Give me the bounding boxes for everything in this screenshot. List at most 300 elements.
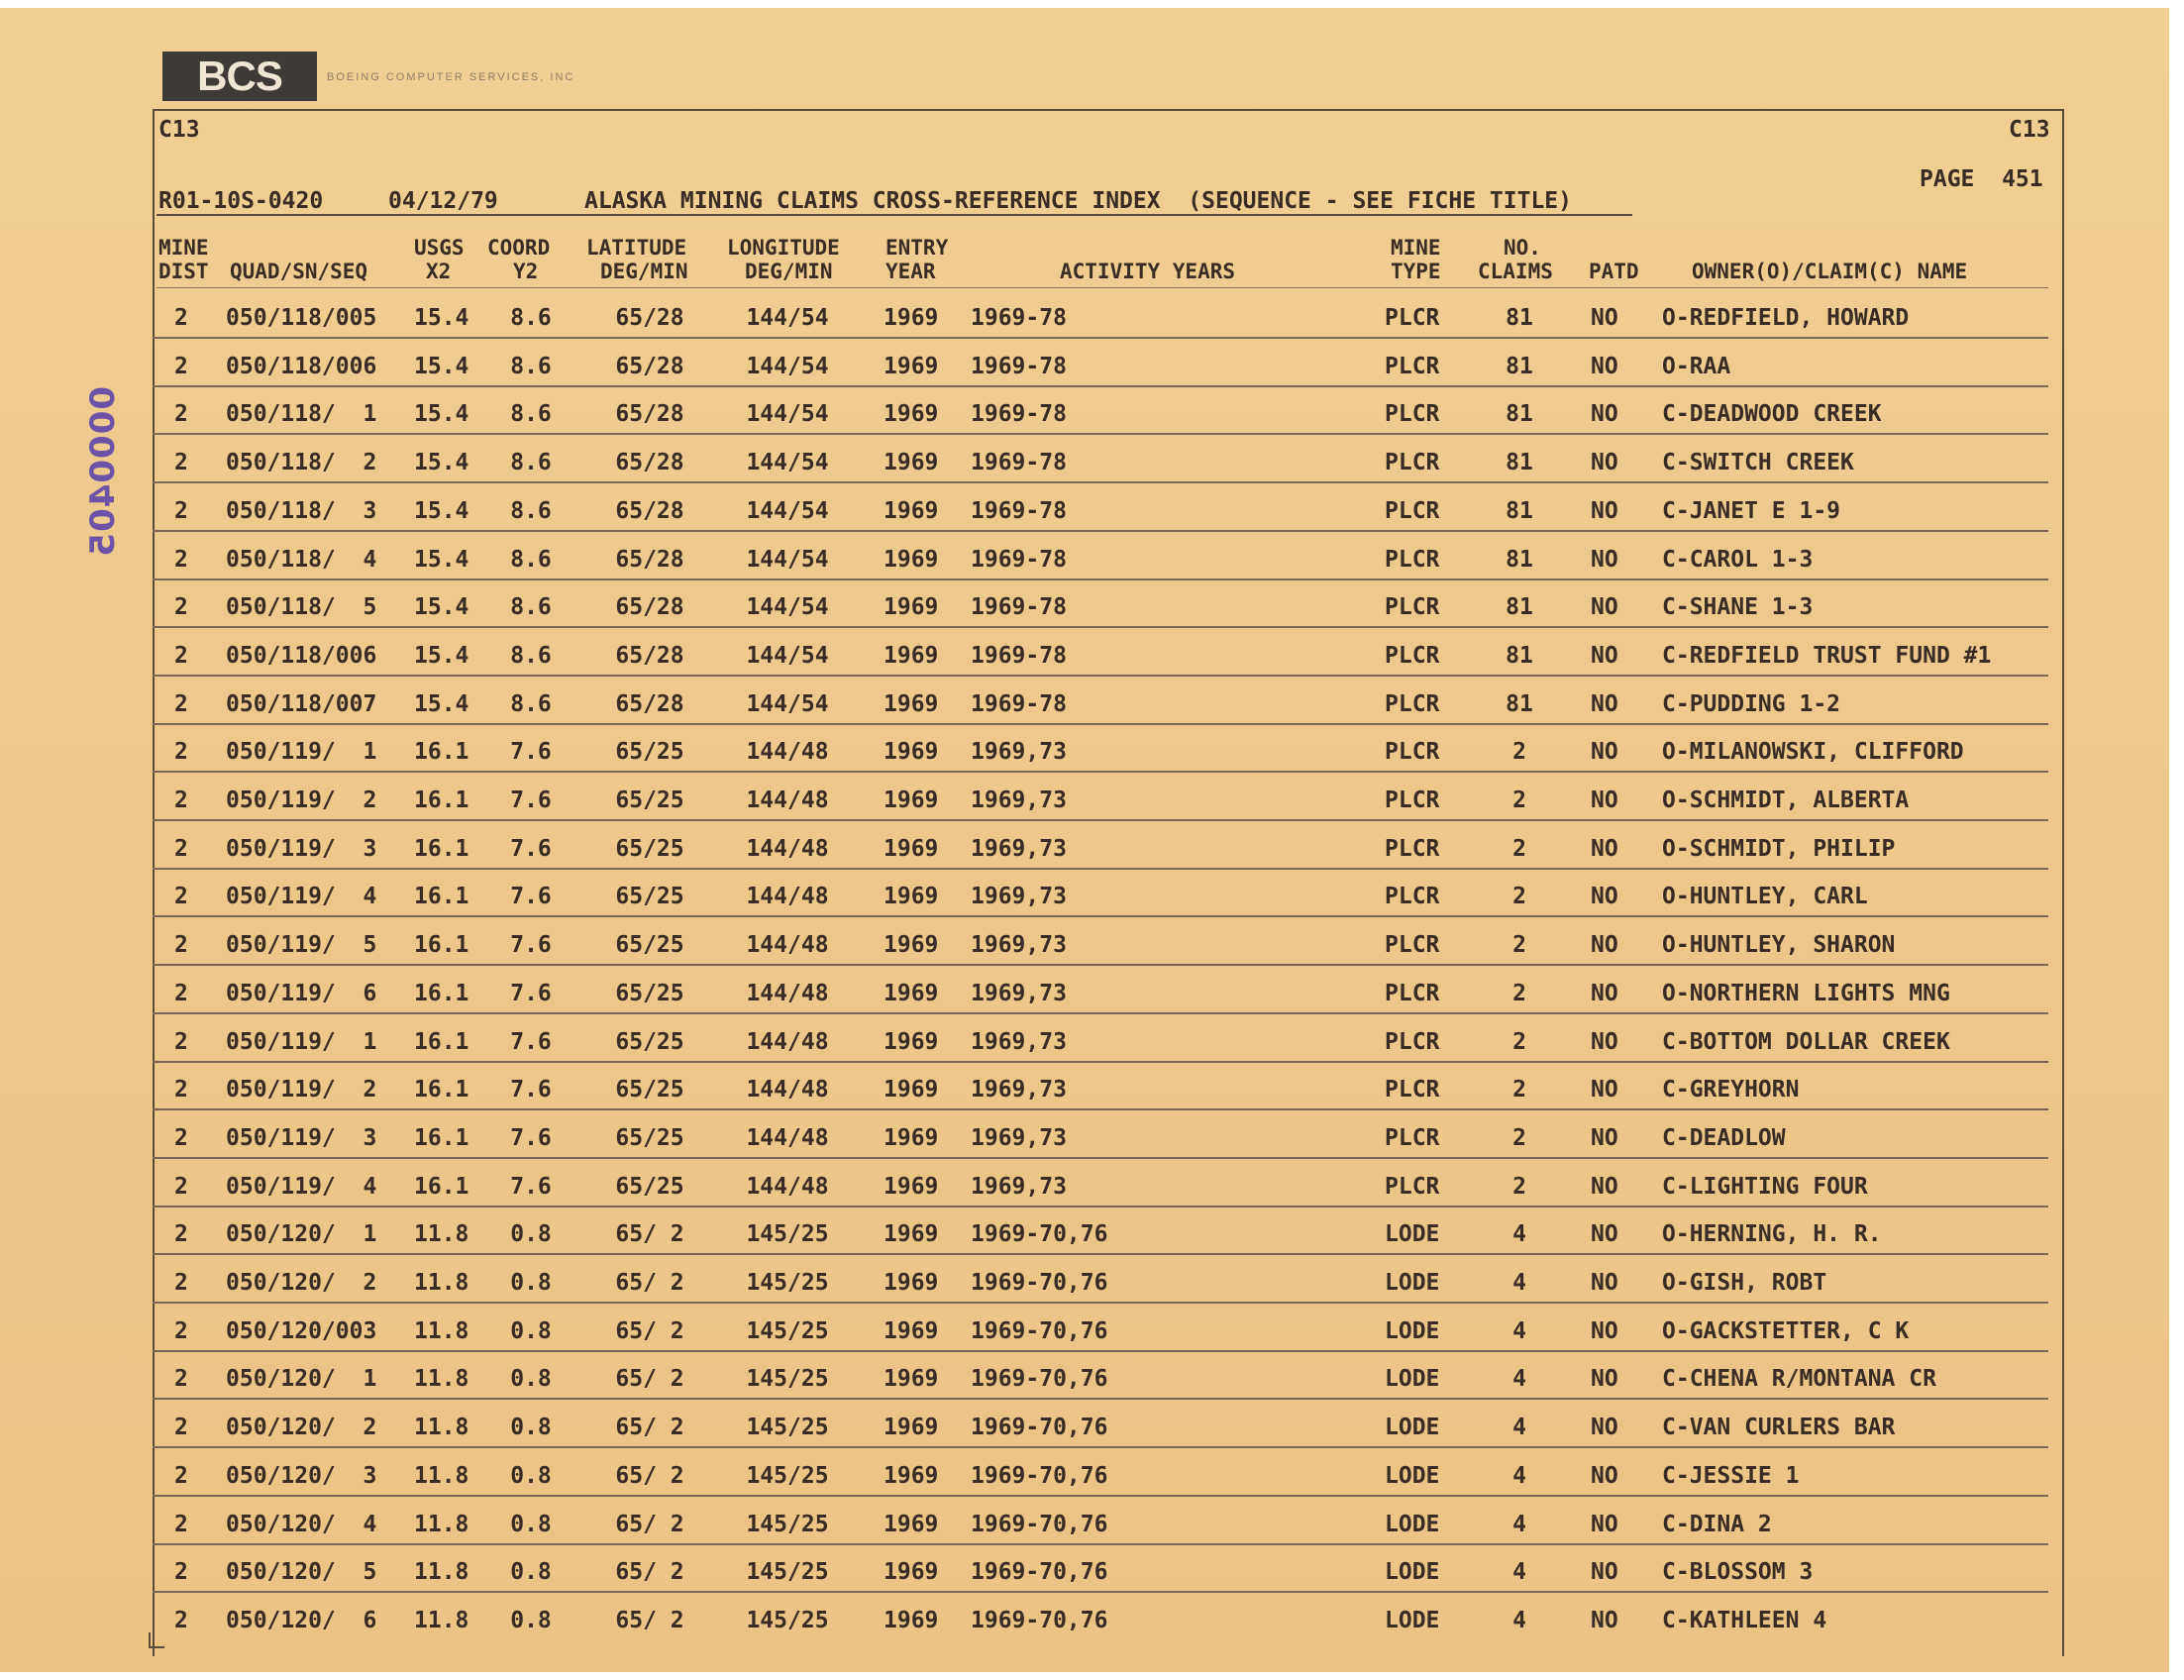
row-latitude: 65/25: [615, 739, 684, 766]
row-coord-y2: 7.6: [510, 932, 552, 959]
row-usgs-x2: 16.1: [414, 1028, 469, 1055]
table-row: [0, 1506, 2184, 1545]
report-date: 04/12/79: [388, 188, 498, 214]
row-activity-years: 1969-78: [971, 642, 1067, 669]
row-entry-year: 1969: [884, 980, 939, 1006]
row-usgs-x2: 15.4: [414, 305, 469, 331]
row-mine-dist: 2: [174, 546, 188, 573]
row-entry-year: 1969: [884, 497, 939, 524]
row-longitude: 144/48: [746, 884, 829, 910]
row-claims: 2: [1512, 932, 1526, 959]
row-mine-type: LODE: [1385, 1317, 1440, 1344]
row-mine-type: LODE: [1385, 1607, 1440, 1633]
row-claims: 81: [1506, 497, 1533, 524]
row-separator: [153, 385, 2048, 387]
header-coord-2: Y2: [513, 260, 539, 283]
row-patd: NO: [1591, 884, 1618, 910]
row-quad: 050/120/ 5: [226, 1559, 377, 1586]
header-mine-type-2: TYPE: [1391, 260, 1441, 283]
row-separator: [153, 1157, 2048, 1159]
row-mine-dist: 2: [174, 594, 188, 621]
row-claims: 81: [1506, 642, 1533, 669]
row-separator: [153, 433, 2048, 435]
row-mine-dist: 2: [174, 980, 188, 1006]
row-entry-year: 1969: [884, 1317, 939, 1344]
row-patd: NO: [1591, 1462, 1618, 1489]
row-coord-y2: 8.6: [510, 642, 552, 669]
row-separator: [153, 915, 2048, 917]
row-owner-claim-name: C-JANET E 1-9: [1662, 497, 1841, 524]
row-mine-dist: 2: [174, 1173, 188, 1200]
row-claims: 2: [1512, 835, 1526, 862]
header-coord-1: COORD: [487, 236, 551, 260]
row-latitude: 65/28: [615, 497, 684, 524]
table-row: [0, 588, 2184, 628]
row-activity-years: 1969,73: [971, 932, 1067, 959]
row-usgs-x2: 16.1: [414, 1077, 469, 1103]
row-entry-year: 1969: [884, 353, 939, 379]
row-patd: NO: [1591, 1317, 1618, 1344]
row-latitude: 65/25: [615, 835, 684, 862]
row-entry-year: 1969: [884, 788, 939, 813]
row-quad: 050/120/ 2: [226, 1270, 377, 1296]
row-usgs-x2: 11.8: [414, 1559, 469, 1586]
table-row: [0, 1023, 2184, 1063]
row-usgs-x2: 15.4: [414, 546, 469, 573]
row-patd: NO: [1591, 835, 1618, 862]
row-activity-years: 1969-70,76: [971, 1366, 1108, 1393]
row-patd: NO: [1591, 1366, 1618, 1393]
row-activity-years: 1969-70,76: [971, 1511, 1108, 1537]
row-longitude: 145/25: [746, 1462, 829, 1489]
row-separator: [153, 1061, 2048, 1063]
row-mine-dist: 2: [174, 690, 188, 717]
frame-code-right: C13: [2009, 117, 2050, 143]
row-claims: 4: [1512, 1559, 1526, 1586]
row-patd: NO: [1591, 1607, 1618, 1633]
row-longitude: 145/25: [746, 1317, 829, 1344]
row-owner-claim-name: C-BOTTOM DOLLAR CREEK: [1662, 1028, 1950, 1055]
row-mine-dist: 2: [174, 788, 188, 813]
row-entry-year: 1969: [884, 546, 939, 573]
table-row: [0, 541, 2184, 580]
row-activity-years: 1969,73: [971, 788, 1067, 813]
row-longitude: 144/48: [746, 1124, 829, 1151]
row-latitude: 65/25: [615, 1077, 684, 1103]
row-mine-dist: 2: [174, 1077, 188, 1103]
row-coord-y2: 7.6: [510, 884, 552, 910]
row-activity-years: 1969-78: [971, 594, 1067, 621]
row-activity-years: 1969,73: [971, 1028, 1067, 1055]
row-entry-year: 1969: [884, 1028, 939, 1055]
row-claims: 2: [1512, 980, 1526, 1006]
table-row: [0, 926, 2184, 966]
row-longitude: 144/54: [746, 401, 829, 428]
row-patd: NO: [1591, 1124, 1618, 1151]
row-mine-type: PLCR: [1385, 1028, 1440, 1055]
header-mine-dist-1: MINE: [158, 236, 209, 260]
row-separator: [153, 1108, 2048, 1110]
report-title: ALASKA MINING CLAIMS CROSS-REFERENCE INDEX (SEQUENCE - SEE FICHE TITLE): [584, 188, 1572, 214]
row-separator: [153, 530, 2048, 532]
row-activity-years: 1969,73: [971, 980, 1067, 1006]
row-claims: 4: [1512, 1462, 1526, 1489]
row-entry-year: 1969: [884, 1366, 939, 1393]
row-claims: 2: [1512, 1124, 1526, 1151]
row-separator: [153, 868, 2048, 870]
row-longitude: 144/54: [746, 450, 829, 476]
row-patd: NO: [1591, 1077, 1618, 1103]
row-quad: 050/119/ 3: [226, 1124, 377, 1151]
row-mine-type: PLCR: [1385, 1124, 1440, 1151]
row-patd: NO: [1591, 1415, 1618, 1441]
row-longitude: 144/48: [746, 1173, 829, 1200]
row-usgs-x2: 11.8: [414, 1462, 469, 1489]
row-mine-type: LODE: [1385, 1221, 1440, 1248]
row-mine-type: PLCR: [1385, 594, 1440, 621]
row-usgs-x2: 11.8: [414, 1221, 469, 1248]
row-latitude: 65/28: [615, 690, 684, 717]
row-usgs-x2: 11.8: [414, 1511, 469, 1537]
row-entry-year: 1969: [884, 835, 939, 862]
table-row: [0, 637, 2184, 677]
row-owner-claim-name: O-HUNTLEY, CARL: [1662, 884, 1868, 910]
row-separator: [153, 578, 2048, 580]
row-patd: NO: [1591, 932, 1618, 959]
row-usgs-x2: 16.1: [414, 835, 469, 862]
row-activity-years: 1969-70,76: [971, 1559, 1108, 1586]
row-coord-y2: 8.6: [510, 690, 552, 717]
row-coord-y2: 0.8: [510, 1415, 552, 1441]
row-longitude: 145/25: [746, 1511, 829, 1537]
row-usgs-x2: 11.8: [414, 1366, 469, 1393]
header-usgs-1: USGS: [414, 236, 465, 260]
row-longitude: 145/25: [746, 1366, 829, 1393]
row-latitude: 65/25: [615, 1124, 684, 1151]
row-mine-type: PLCR: [1385, 401, 1440, 428]
table-row: [0, 1264, 2184, 1304]
row-owner-claim-name: C-PUDDING 1-2: [1662, 690, 1841, 717]
header-longitude-2: DEG/MIN: [745, 260, 833, 283]
row-separator: [153, 1350, 2048, 1352]
row-mine-type: PLCR: [1385, 450, 1440, 476]
row-quad: 050/119/ 3: [226, 835, 377, 862]
row-mine-dist: 2: [174, 1366, 188, 1393]
row-usgs-x2: 15.4: [414, 497, 469, 524]
row-patd: NO: [1591, 401, 1618, 428]
row-usgs-x2: 16.1: [414, 739, 469, 766]
row-quad: 050/119/ 5: [226, 932, 377, 959]
row-longitude: 144/48: [746, 1028, 829, 1055]
row-owner-claim-name: C-JESSIE 1: [1662, 1462, 1800, 1489]
row-coord-y2: 8.6: [510, 594, 552, 621]
row-claims: 4: [1512, 1415, 1526, 1441]
row-activity-years: 1969-78: [971, 497, 1067, 524]
row-owner-claim-name: O-SCHMIDT, PHILIP: [1662, 835, 1896, 862]
row-quad: 050/120/ 3: [226, 1462, 377, 1489]
row-mine-dist: 2: [174, 450, 188, 476]
row-claims: 81: [1506, 690, 1533, 717]
row-coord-y2: 8.6: [510, 401, 552, 428]
row-entry-year: 1969: [884, 884, 939, 910]
row-latitude: 65/25: [615, 980, 684, 1006]
row-separator: [153, 675, 2048, 677]
row-patd: NO: [1591, 1028, 1618, 1055]
row-owner-claim-name: C-CHENA R/MONTANA CR: [1662, 1366, 1936, 1393]
row-quad: 050/119/ 1: [226, 1028, 377, 1055]
row-coord-y2: 7.6: [510, 980, 552, 1006]
title-underline: [156, 214, 1632, 216]
row-activity-years: 1969-78: [971, 450, 1067, 476]
row-entry-year: 1969: [884, 1559, 939, 1586]
row-longitude: 144/48: [746, 739, 829, 766]
row-coord-y2: 8.6: [510, 497, 552, 524]
row-separator: [153, 819, 2048, 821]
row-patd: NO: [1591, 497, 1618, 524]
row-patd: NO: [1591, 980, 1618, 1006]
row-longitude: 144/48: [746, 788, 829, 813]
header-mine-type-1: MINE: [1391, 236, 1441, 260]
table-row: [0, 1168, 2184, 1208]
row-separator: [153, 481, 2048, 483]
row-owner-claim-name: C-DEADWOOD CREEK: [1662, 401, 1882, 428]
table-row: [0, 830, 2184, 870]
row-entry-year: 1969: [884, 450, 939, 476]
row-longitude: 144/54: [746, 353, 829, 379]
row-longitude: 144/54: [746, 546, 829, 573]
row-owner-claim-name: O-GACKSTETTER, C K: [1662, 1317, 1910, 1344]
report-id: R01-10S-0420: [158, 188, 324, 214]
row-claims: 4: [1512, 1221, 1526, 1248]
row-latitude: 65/ 2: [615, 1607, 684, 1633]
row-entry-year: 1969: [884, 1462, 939, 1489]
row-longitude: 144/48: [746, 1077, 829, 1103]
row-mine-dist: 2: [174, 1511, 188, 1537]
row-mine-dist: 2: [174, 1317, 188, 1344]
row-coord-y2: 0.8: [510, 1221, 552, 1248]
row-claims: 81: [1506, 401, 1533, 428]
row-activity-years: 1969-78: [971, 690, 1067, 717]
row-mine-dist: 2: [174, 642, 188, 669]
row-latitude: 65/25: [615, 788, 684, 813]
row-owner-claim-name: C-VAN CURLERS BAR: [1662, 1415, 1896, 1441]
row-activity-years: 1969-78: [971, 401, 1067, 428]
row-usgs-x2: 15.4: [414, 690, 469, 717]
row-owner-claim-name: C-SHANE 1-3: [1662, 594, 1814, 621]
row-usgs-x2: 16.1: [414, 932, 469, 959]
row-owner-claim-name: O-HERNING, H. R.: [1662, 1221, 1882, 1248]
row-patd: NO: [1591, 690, 1618, 717]
row-activity-years: 1969-78: [971, 353, 1067, 379]
row-entry-year: 1969: [884, 1173, 939, 1200]
table-row: [0, 1409, 2184, 1448]
row-latitude: 65/28: [615, 353, 684, 379]
row-longitude: 144/48: [746, 980, 829, 1006]
row-mine-type: LODE: [1385, 1511, 1440, 1537]
row-mine-type: PLCR: [1385, 497, 1440, 524]
table-row: [0, 782, 2184, 821]
row-mine-type: PLCR: [1385, 690, 1440, 717]
row-claims: 2: [1512, 1173, 1526, 1200]
row-mine-type: PLCR: [1385, 546, 1440, 573]
row-entry-year: 1969: [884, 305, 939, 331]
row-latitude: 65/25: [615, 932, 684, 959]
row-usgs-x2: 16.1: [414, 1173, 469, 1200]
row-owner-claim-name: O-SCHMIDT, ALBERTA: [1662, 788, 1910, 813]
row-mine-dist: 2: [174, 1124, 188, 1151]
row-mine-type: PLCR: [1385, 788, 1440, 813]
row-latitude: 65/25: [615, 1028, 684, 1055]
table-row: [0, 975, 2184, 1014]
row-activity-years: 1969,73: [971, 1173, 1067, 1200]
table-row: [0, 1119, 2184, 1159]
logo-subtitle: BOEING COMPUTER SERVICES, INC: [327, 71, 575, 83]
row-coord-y2: 7.6: [510, 1124, 552, 1151]
row-activity-years: 1969-78: [971, 546, 1067, 573]
row-mine-dist: 2: [174, 1462, 188, 1489]
row-owner-claim-name: C-LIGHTING FOUR: [1662, 1173, 1868, 1200]
row-quad: 050/120/ 1: [226, 1221, 377, 1248]
header-entry-1: ENTRY: [885, 236, 949, 260]
row-coord-y2: 7.6: [510, 835, 552, 862]
table-row: [0, 1071, 2184, 1110]
row-entry-year: 1969: [884, 932, 939, 959]
table-row: [0, 1457, 2184, 1497]
row-usgs-x2: 11.8: [414, 1317, 469, 1344]
row-entry-year: 1969: [884, 594, 939, 621]
row-separator: [153, 1446, 2048, 1448]
row-latitude: 65/ 2: [615, 1221, 684, 1248]
row-mine-type: PLCR: [1385, 353, 1440, 379]
table-row: [0, 1553, 2184, 1593]
row-owner-claim-name: O-RAA: [1662, 353, 1731, 379]
row-latitude: 65/ 2: [615, 1511, 684, 1537]
row-quad: 050/119/ 2: [226, 788, 377, 813]
row-coord-y2: 7.6: [510, 1077, 552, 1103]
row-separator: [153, 1012, 2048, 1014]
row-separator: [153, 1398, 2048, 1400]
row-coord-y2: 0.8: [510, 1317, 552, 1344]
row-mine-dist: 2: [174, 1221, 188, 1248]
row-quad: 050/118/005: [226, 305, 377, 331]
row-patd: NO: [1591, 1270, 1618, 1296]
row-claims: 2: [1512, 884, 1526, 910]
header-claims-1: NO.: [1504, 236, 1541, 260]
header-patd: PATD: [1589, 260, 1639, 283]
row-longitude: 145/25: [746, 1221, 829, 1248]
row-longitude: 144/48: [746, 835, 829, 862]
row-longitude: 144/48: [746, 932, 829, 959]
row-longitude: 145/25: [746, 1415, 829, 1441]
row-claims: 81: [1506, 546, 1533, 573]
row-mine-type: LODE: [1385, 1366, 1440, 1393]
row-coord-y2: 7.6: [510, 739, 552, 766]
row-longitude: 144/54: [746, 305, 829, 331]
row-coord-y2: 0.8: [510, 1511, 552, 1537]
row-quad: 050/120/ 2: [226, 1415, 377, 1441]
row-activity-years: 1969,73: [971, 1124, 1067, 1151]
row-activity-years: 1969,73: [971, 884, 1067, 910]
row-latitude: 65/ 2: [615, 1366, 684, 1393]
row-owner-claim-name: O-REDFIELD, HOWARD: [1662, 305, 1910, 331]
row-separator: [153, 1206, 2048, 1208]
row-usgs-x2: 15.4: [414, 642, 469, 669]
row-claims: 2: [1512, 739, 1526, 766]
row-claims: 4: [1512, 1511, 1526, 1537]
row-quad: 050/118/ 1: [226, 401, 377, 428]
row-longitude: 144/54: [746, 642, 829, 669]
row-latitude: 65/ 2: [615, 1317, 684, 1344]
row-latitude: 65/28: [615, 594, 684, 621]
row-quad: 050/119/ 1: [226, 739, 377, 766]
table-row: [0, 878, 2184, 917]
row-quad: 050/118/ 4: [226, 546, 377, 573]
row-coord-y2: 0.8: [510, 1559, 552, 1586]
row-latitude: 65/25: [615, 884, 684, 910]
header-rule: [156, 287, 2048, 288]
row-entry-year: 1969: [884, 1270, 939, 1296]
row-mine-type: PLCR: [1385, 1077, 1440, 1103]
row-owner-claim-name: O-MILANOWSKI, CLIFFORD: [1662, 739, 1964, 766]
row-quad: 050/118/ 3: [226, 497, 377, 524]
row-mine-type: PLCR: [1385, 884, 1440, 910]
row-patd: NO: [1591, 305, 1618, 331]
row-latitude: 65/28: [615, 450, 684, 476]
row-longitude: 144/54: [746, 594, 829, 621]
row-usgs-x2: 15.4: [414, 450, 469, 476]
row-latitude: 65/ 2: [615, 1270, 684, 1296]
row-activity-years: 1969,73: [971, 1077, 1067, 1103]
row-mine-dist: 2: [174, 305, 188, 331]
row-usgs-x2: 15.4: [414, 353, 469, 379]
row-coord-y2: 8.6: [510, 305, 552, 331]
row-claims: 4: [1512, 1607, 1526, 1633]
table-row: [0, 444, 2184, 483]
row-usgs-x2: 15.4: [414, 594, 469, 621]
row-patd: NO: [1591, 594, 1618, 621]
row-patd: NO: [1591, 1173, 1618, 1200]
row-claims: 4: [1512, 1366, 1526, 1393]
table-row: [0, 1312, 2184, 1352]
row-mine-type: LODE: [1385, 1415, 1440, 1441]
row-quad: 050/120/ 4: [226, 1511, 377, 1537]
row-separator: [153, 771, 2048, 773]
row-longitude: 145/25: [746, 1559, 829, 1586]
row-longitude: 144/54: [746, 497, 829, 524]
row-claims: 2: [1512, 1028, 1526, 1055]
row-latitude: 65/ 2: [615, 1462, 684, 1489]
row-quad: 050/118/ 5: [226, 594, 377, 621]
row-separator: [153, 723, 2048, 725]
header-entry-2: YEAR: [885, 260, 936, 283]
row-quad: 050/120/ 1: [226, 1366, 377, 1393]
row-mine-dist: 2: [174, 739, 188, 766]
row-usgs-x2: 16.1: [414, 788, 469, 813]
row-patd: NO: [1591, 546, 1618, 573]
row-usgs-x2: 11.8: [414, 1270, 469, 1296]
row-coord-y2: 8.6: [510, 546, 552, 573]
row-mine-dist: 2: [174, 497, 188, 524]
row-mine-type: PLCR: [1385, 932, 1440, 959]
row-longitude: 145/25: [746, 1607, 829, 1633]
row-separator: [153, 1591, 2048, 1593]
row-quad: 050/120/ 6: [226, 1607, 377, 1633]
table-row: [0, 395, 2184, 435]
row-separator: [153, 337, 2048, 339]
row-separator: [153, 1253, 2048, 1255]
page-number: PAGE 451: [1920, 166, 2043, 192]
row-latitude: 65/ 2: [615, 1415, 684, 1441]
